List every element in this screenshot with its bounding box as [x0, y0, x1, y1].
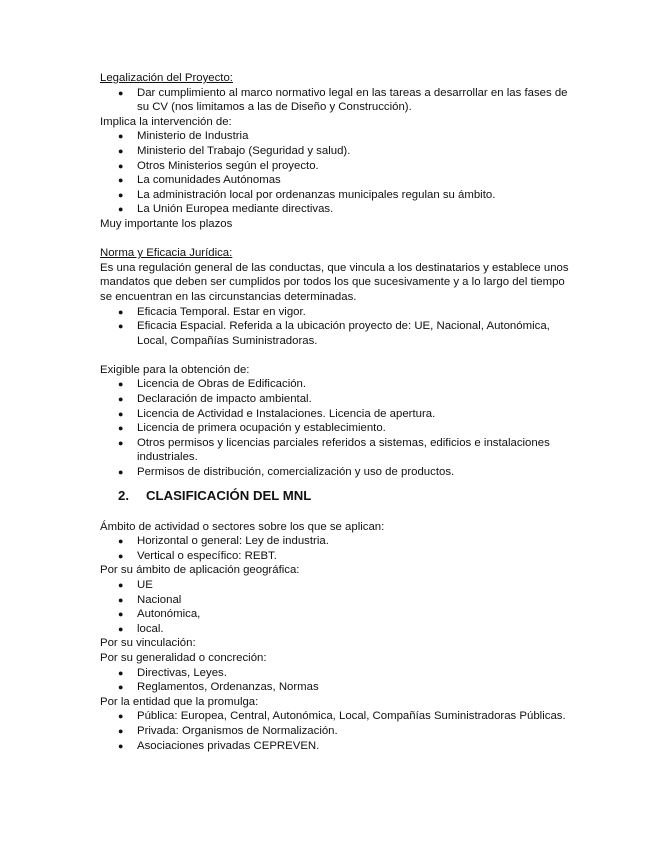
exigible-list: [100, 377, 570, 479]
bullet-icon: ●: [118, 408, 124, 419]
document-page: [100, 71, 570, 753]
list-item: ● Pública: Europea, Central, Autonómica, Local, Compañías Suministradoras Públicas.: [118, 710, 566, 723]
list-item: ● Dar cumplimiento al marco normativo legal en las tareas a desarrollar en las fases de su CV (nos limitamos a las de Diseño y Construcción).: [118, 86, 568, 114]
list-item: ● Otros Ministerios según el proyecto.: [118, 159, 319, 172]
section-title: CLASIFICACIÓN DEL MNL: [146, 487, 312, 503]
list-item: ● Autonómica,: [118, 608, 201, 621]
list-item: ● La comunidades Autónomas: [118, 174, 281, 187]
section-heading: [100, 488, 570, 504]
list-item: ● Licencia de Obras de Edificación.: [118, 378, 307, 391]
list-item: ● Ministerio del Trabajo (Seguridad y salud).: [118, 144, 351, 157]
list-item: ● Asociaciones privadas CEPREVEN.: [118, 739, 320, 752]
list-item: ● Ministerio de Industria: [118, 130, 249, 143]
bullet-icon: ●: [118, 609, 124, 620]
list-item: ● La administración local por ordenanzas municipales regulan su ámbito.: [118, 188, 496, 201]
bullet-icon: ●: [118, 536, 124, 547]
ambito-label: Ámbito de actividad o sectores sobre los que se aplican:: [100, 520, 385, 533]
list-item: ● Otros permisos y licencias parciales referidos a sistemas, edificios e instalaciones industriales.: [118, 436, 550, 464]
vinculacion-label: Por su vinculación:: [100, 637, 196, 650]
list-item: ● Licencia de primera ocupación y establecimiento.: [118, 422, 386, 435]
bullet-icon: ●: [118, 711, 124, 722]
bullet-icon: ●: [118, 189, 124, 200]
bullet-icon: ●: [118, 204, 124, 215]
norma-heading: Norma y Eficacia Jurídica:: [100, 247, 233, 260]
list-item: ● Eficacia Temporal. Estar en vigor.: [118, 305, 306, 318]
bullet-icon: ●: [118, 160, 124, 171]
ambito-list: [100, 534, 570, 563]
norma-paragraph: Es una regulación general de las conductas, que vincula a los destinatarios y establece unos mandatos que deben ser cumplidos por todos los que sucesivamente y a lo largo del tiempo se encuentran en las circunstancias determinadas.: [100, 261, 569, 303]
list-item: ● Permisos de distribución, comercialización y uso de productos.: [118, 466, 455, 479]
bullet-icon: ●: [118, 175, 124, 186]
list-item: ● Horizontal o general: Ley de industria.: [118, 535, 329, 548]
legalizacion-list: [100, 86, 570, 115]
bullet-icon: ●: [118, 379, 124, 390]
list-item: ● Nacional: [118, 593, 182, 606]
bullet-icon: ●: [118, 145, 124, 156]
bullet-icon: ●: [118, 423, 124, 434]
list-item: ● Declaración de impacto ambiental.: [118, 393, 312, 406]
bullet-icon: ●: [118, 623, 124, 634]
eficacia-list: [100, 305, 570, 349]
list-item: ● Reglamentos, Ordenanzas, Normas: [118, 681, 319, 694]
bullet-icon: ●: [118, 306, 124, 317]
bullet-icon: ●: [118, 467, 124, 478]
list-item: ● Privada: Organismos de Normalización.: [118, 724, 338, 737]
generalidad-label: Por su generalidad o concreción:: [100, 651, 267, 664]
bullet-icon: ●: [118, 740, 124, 751]
list-item: ● UE: [118, 579, 153, 591]
bullet-icon: ●: [118, 394, 124, 405]
list-item: ● La Unión Europea mediante directivas.: [118, 203, 334, 216]
plazos-note: Muy importante los plazos: [100, 217, 233, 230]
geo-list: [100, 578, 570, 636]
bullet-icon: ●: [118, 667, 124, 678]
exigible-label: Exigible para la obtención de:: [100, 363, 250, 376]
entidad-list: [100, 709, 570, 753]
implica-list: [100, 129, 570, 217]
bullet-icon: ●: [118, 131, 124, 142]
list-item: ● Directivas, Leyes.: [118, 666, 227, 679]
bullet-icon: ●: [118, 594, 124, 605]
implica-label: Implica la intervención de:: [100, 115, 232, 128]
bullet-icon: ●: [118, 580, 124, 590]
list-item: ● local.: [118, 622, 164, 635]
list-item: ● Eficacia Espacial. Referida a la ubicación proyecto de: UE, Nacional, Autonómica, Local, Compañías Suministradoras.: [118, 320, 550, 347]
generalidad-list: [100, 666, 570, 695]
bullet-icon: ●: [118, 725, 124, 736]
bullet-icon: ●: [118, 321, 124, 332]
bullet-icon: ●: [118, 550, 124, 561]
section-number: 2.: [118, 487, 129, 503]
entidad-label: Por la entidad que la promulga:: [100, 695, 259, 708]
legalizacion-heading: Legalización del Proyecto:: [100, 72, 233, 84]
list-item: ● Licencia de Actividad e Instalaciones. Licencia de apertura.: [118, 407, 436, 420]
geo-label: Por su ámbito de aplicación geográfica:: [100, 564, 300, 577]
bullet-icon: ●: [118, 682, 124, 693]
bullet-icon: ●: [118, 87, 124, 98]
list-item: ● Vertical o específico: REBT.: [118, 549, 277, 562]
bullet-icon: ●: [118, 437, 124, 448]
